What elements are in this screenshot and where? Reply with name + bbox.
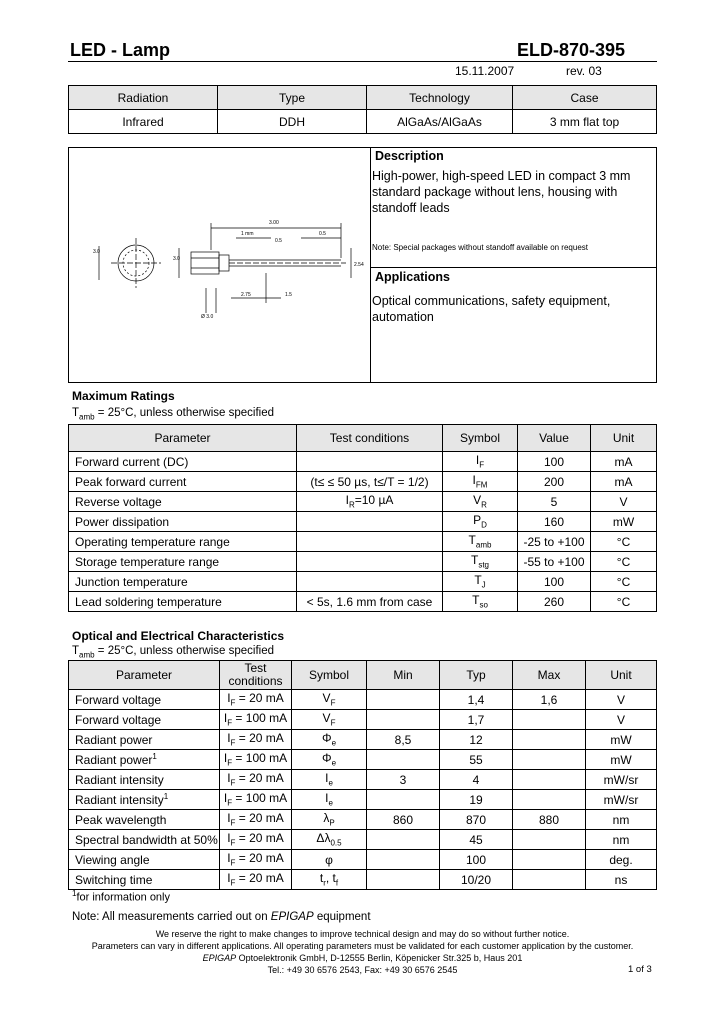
condition-cell [297,572,443,592]
symbol-cell: $T_{so}$ [443,592,518,612]
value-cell: 200 [518,472,591,492]
symbol-cell: $\Phi_e$ [292,750,367,770]
symbol-cell: $T_{amb}$ [443,532,518,552]
parameter-cell: Forward current (DC) [69,452,297,472]
table-row [69,870,657,890]
typ-cell: 12 [440,730,513,750]
measurement-note: Note: All measurements carried out on EPIGAP equipment [72,911,371,923]
optical-condition: $T_{amb} = 25^\circ C$, unless otherwise specified [72,645,275,660]
condition-cell: $I_F = 100$ mA [220,750,292,770]
column-header: Value [518,425,591,452]
unit-cell: °C [591,592,657,612]
unit-cell: mW [586,730,657,750]
unit-cell: nm [586,810,657,830]
parameter-cell: Power dissipation [69,512,297,532]
unit-cell: mW/sr [586,790,657,810]
min-cell [367,790,440,810]
parameter-cell: Forward voltage [69,690,220,710]
dim-label: 1 mm [241,231,254,237]
unit-cell: deg. [586,850,657,870]
max-cell [513,770,586,790]
summary-value: AlGaAs/AlGaAs [367,110,513,134]
column-header: Symbol [292,661,367,690]
symbol-cell: $\lambda_P$ [292,810,367,830]
value-cell: -25 to +100 [518,532,591,552]
typ-cell: 45 [440,830,513,850]
min-cell: 3 [367,770,440,790]
unit-cell: mW/sr [586,770,657,790]
parameter-cell: Radiant power [69,730,220,750]
company-contact: Tel.: +49 30 6576 2543, Fax: +49 30 6576 2545 [267,965,458,975]
condition-cell: $I_F = 20$ mA [220,690,292,710]
dim-label: 2.75 [241,292,251,298]
package-drawing [91,208,364,323]
max-cell [513,870,586,890]
symbol-cell: $V_F$ [292,710,367,730]
min-cell [367,870,440,890]
typ-cell: 100 [440,850,513,870]
table-row [69,790,657,810]
column-header: Test conditions [220,661,292,690]
symbol-cell: $T_J$ [443,572,518,592]
table-row [69,850,657,870]
parameter-cell: Peak forward current [69,472,297,492]
condition-cell: $I_F = 100$ mA [220,710,292,730]
table-row [69,710,657,730]
max-ratings-condition: $T_{amb} = 25^\circ C$, unless otherwise specified [72,407,275,422]
parameter-cell: Operating temperature range [69,532,297,552]
condition-cell [297,512,443,532]
typ-cell: 1,4 [440,690,513,710]
column-header: Test conditions [297,425,443,452]
revision-date: 15.11.2007 [455,64,515,78]
dim-label: 3.0 [173,256,180,262]
table-row [69,810,657,830]
symbol-cell: $\Delta\lambda_{0.5}$ [292,830,367,850]
summary-value: Infrared [69,110,218,134]
parameter-cell: Radiant power$^1$ [69,750,220,770]
condition-cell: $I_F = 20$ mA [220,810,292,830]
value-cell: -55 to +100 [518,552,591,572]
applications-text: Optical communications, safety equipment, automation [372,294,611,324]
summary-value: 3 mm flat top [513,110,657,134]
max-cell: 880 [513,810,586,830]
symbol-cell: $T_{stg}$ [443,552,518,572]
symbol-cell: $V_F$ [292,690,367,710]
unit-cell: °C [591,532,657,552]
symbol-cell: $I_F$ [443,452,518,472]
min-cell [367,750,440,770]
optical-heading: Optical and Electrical Characteristics [72,629,285,643]
parameter-cell: Junction temperature [69,572,297,592]
condition-cell: $I_F = 100$ mA [220,790,292,810]
column-header: Min [367,661,440,690]
condition-cell: $I_R=10$ µA [297,492,443,512]
description-note: Note: Special packages without standoff available on request [372,243,588,252]
min-cell [367,830,440,850]
dim-label: 1.5 [285,292,292,298]
column-header: Unit [586,661,657,690]
max-cell [513,850,586,870]
parameter-cell: Radiant intensity$^1$ [69,790,220,810]
optical-table [68,660,657,890]
typ-cell: 19 [440,790,513,810]
unit-cell: ns [586,870,657,890]
max-cell [513,790,586,810]
parameter-cell: Reverse voltage [69,492,297,512]
symbol-cell: $\Phi_e$ [292,730,367,750]
table-row [69,532,657,552]
disclaimer-line1: We reserve the right to make changes to improve technical design and may do so without further notice. [155,929,570,939]
dim-label: 0.5 [319,231,326,237]
min-cell [367,690,440,710]
description-heading: Description [375,149,444,163]
symbol-cell: $P_D$ [443,512,518,532]
unit-cell: mW [586,750,657,770]
summary-table [68,85,657,134]
table-row [69,472,657,492]
parameter-cell: Switching time [69,870,220,890]
page-number: 1 of 3 [628,964,652,975]
summary-header: Case [513,86,657,110]
max-ratings-table [68,424,657,612]
table-row [69,572,657,592]
dim-label: 2.54 [354,262,364,268]
unit-cell: V [586,710,657,730]
table-row [69,592,657,612]
summary-header: Type [218,86,367,110]
symbol-cell: $V_R$ [443,492,518,512]
value-cell: 100 [518,572,591,592]
typ-cell: 870 [440,810,513,830]
summary-header: Radiation [69,86,218,110]
condition-cell [297,532,443,552]
title-rule [68,61,657,62]
table-row [69,452,657,472]
column-header: Typ [440,661,513,690]
unit-cell: V [586,690,657,710]
applications-heading: Applications [375,270,451,284]
company-address: EPIGAP Optoelektronik GmbH, D-12555 Berlin, Köpenicker Str.325 b, Haus 201 [202,953,523,963]
parameter-cell: Spectral bandwidth at 50% [69,830,220,850]
typ-cell: 1,7 [440,710,513,730]
symbol-cell: $I_{FM}$ [443,472,518,492]
condition-cell: $I_F = 20$ mA [220,850,292,870]
parameter-cell: Peak wavelength [69,810,220,830]
parameter-cell: Viewing angle [69,850,220,870]
dim-label: 3.0 [93,249,100,255]
value-cell: 5 [518,492,591,512]
value-cell: 160 [518,512,591,532]
min-cell: 860 [367,810,440,830]
typ-cell: 4 [440,770,513,790]
table-row [69,770,657,790]
typ-cell: 10/20 [440,870,513,890]
revision-number: rev. 03 [566,64,602,78]
summary-header: Technology [367,86,513,110]
column-header: Parameter [69,425,297,452]
dim-label: 3.00 [269,220,279,226]
unit-cell: °C [591,572,657,592]
part-number: ELD-870-395 [517,40,626,60]
unit-cell: mA [591,472,657,492]
unit-cell: mA [591,452,657,472]
summary-value: DDH [218,110,367,134]
min-cell [367,710,440,730]
max-ratings-heading: Maximum Ratings [72,389,175,403]
parameter-cell: Lead soldering temperature [69,592,297,612]
unit-cell: nm [586,830,657,850]
min-cell: 8,5 [367,730,440,750]
column-header: Symbol [443,425,518,452]
description-text: High-power, high-speed LED in compact 3 mm standard package without lens, housing with standoff leads [372,169,631,215]
disclaimer-line2: Parameters can vary in different applications. All operating parameters must be validated for each customer application by the customer. [91,941,634,951]
max-cell [513,710,586,730]
column-header: Unit [591,425,657,452]
parameter-cell: Storage temperature range [69,552,297,572]
table-row [69,492,657,512]
min-cell [367,850,440,870]
condition-cell: $I_F = 20$ mA [220,870,292,890]
dim-label: Ø 3.0 [201,314,214,320]
table-row [69,750,657,770]
symbol-cell: $I_e$ [292,770,367,790]
symbol-cell: $I_e$ [292,790,367,810]
symbol-cell: $t_r$, $t_f$ [292,870,367,890]
condition-cell: $I_F = 20$ mA [220,830,292,850]
typ-cell: 55 [440,750,513,770]
max-cell [513,730,586,750]
condition-cell [297,452,443,472]
table-row [69,730,657,750]
max-cell: 1,6 [513,690,586,710]
condition-cell: (t≤ ≤ 50 µs, t≤/T = 1/2) [297,472,443,492]
column-header: Max [513,661,586,690]
max-cell [513,750,586,770]
column-header: Parameter [69,661,220,690]
dim-label: 0.5 [275,238,282,244]
condition-cell: $I_F = 20$ mA [220,730,292,750]
unit-cell: mW [591,512,657,532]
unit-cell: V [591,492,657,512]
condition-cell [297,552,443,572]
page-title: LED - Lamp [70,40,171,60]
unit-cell: °C [591,552,657,572]
table-row [69,690,657,710]
table-row [69,830,657,850]
value-cell: 260 [518,592,591,612]
condition-cell: $I_F = 20$ mA [220,770,292,790]
symbol-cell: φ [292,850,367,870]
table-row [69,512,657,532]
table-row [69,552,657,572]
parameter-cell: Forward voltage [69,710,220,730]
footnote: $^1$for information only [72,889,170,904]
condition-cell: < 5s, 1.6 mm from case [297,592,443,612]
max-cell [513,830,586,850]
parameter-cell: Radiant intensity [69,770,220,790]
value-cell: 100 [518,452,591,472]
